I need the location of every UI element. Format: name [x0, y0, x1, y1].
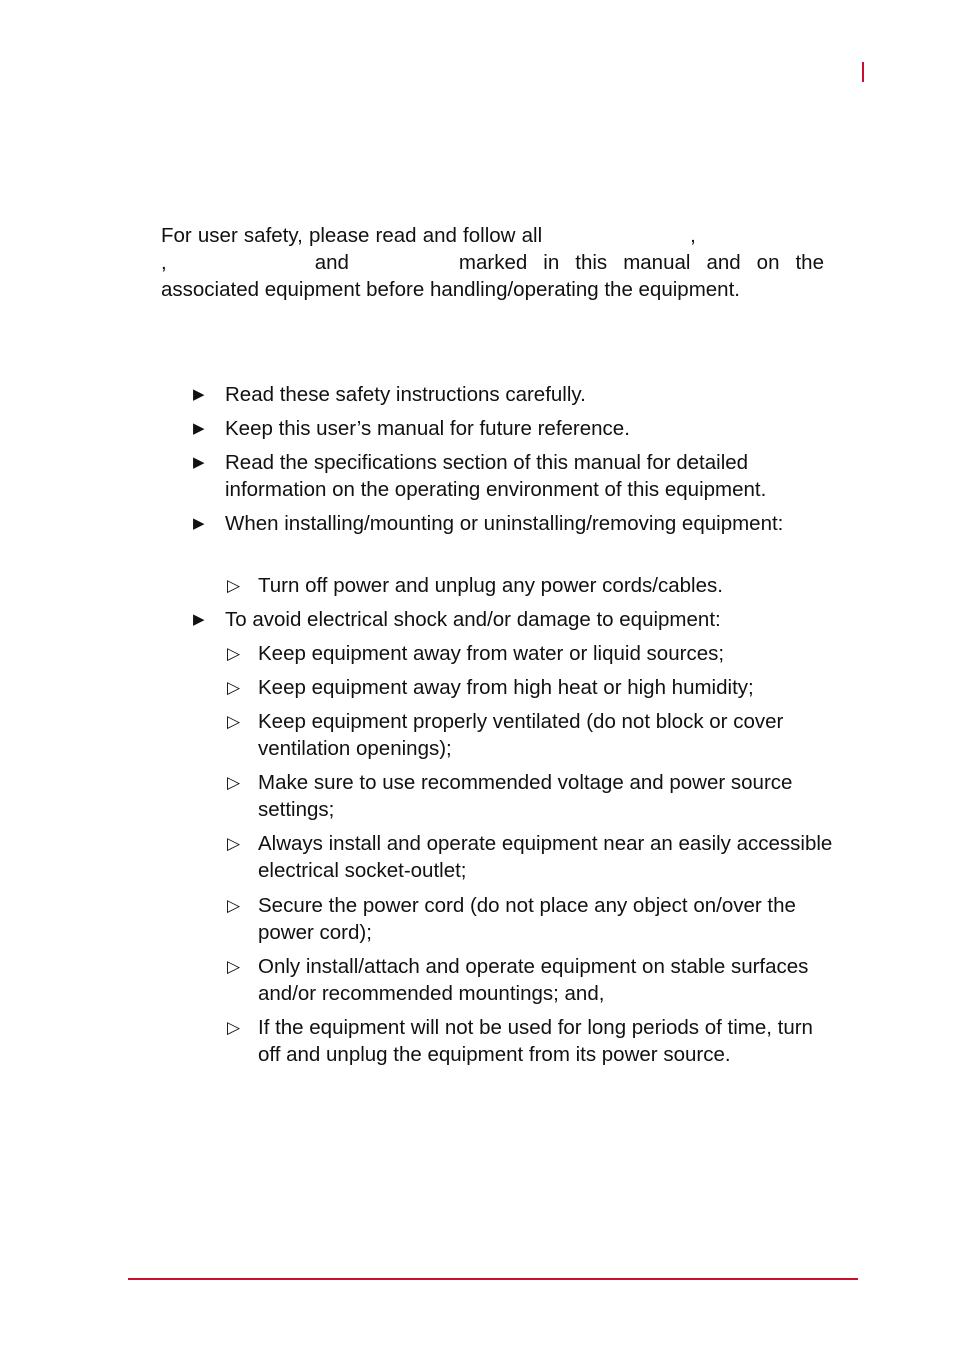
sub-bullet-icon: ▷: [227, 773, 241, 792]
sub-list-item: ▷ Only install/attach and operate equipment on stable surfaces and/or recommended mountings; and,: [227, 955, 809, 1005]
list-item: ▶ Read these safety instructions carefully.: [193, 383, 586, 406]
list-item: ▶ Read the specifications section of this manual for detailed information on the operating environment of this equipment.: [193, 451, 767, 501]
intro-text-4: and: [314, 251, 349, 274]
sub-bullet-icon: ▷: [227, 834, 241, 853]
sub-list-item: ▷ Turn off power and unplug any power cords/cables.: [227, 574, 723, 597]
list-item: ▶ To avoid electrical shock and/or damage to equipment:: [193, 608, 721, 631]
bullet-icon: ▶: [193, 611, 205, 628]
intro-text-1: For user safety, please read and follow all: [161, 224, 543, 247]
intro-text-2: ,: [690, 224, 696, 247]
sub-bullet-icon: ▷: [227, 644, 241, 663]
sub-bullet-icon: ▷: [227, 896, 241, 915]
sub-bullet-icon: ▷: [227, 678, 241, 697]
intro-text-5: marked in this manual and on the associated equipment before handling/operating the equipment.: [161, 251, 824, 301]
sub-list-item: ▷ Secure the power cord (do not place any object on/over the power cord);: [227, 894, 796, 944]
bullet-icon: ▶: [193, 515, 205, 532]
sub-list-item: ▷ Make sure to use recommended voltage and power source settings;: [227, 771, 793, 821]
header-accent-bar: [862, 62, 864, 82]
bullet-icon: ▶: [193, 454, 205, 471]
sub-list-item: ▷ Keep equipment away from high heat or high humidity;: [227, 676, 754, 699]
list-item: ▶ When installing/mounting or uninstalling/removing equipment:: [193, 512, 784, 535]
sub-bullet-icon: ▷: [227, 1018, 241, 1037]
footer-rule: [128, 1278, 858, 1280]
sub-bullet-icon: ▷: [227, 712, 241, 731]
bullet-icon: ▶: [193, 386, 205, 403]
sub-bullet-icon: ▷: [227, 576, 241, 595]
sub-list-item: ▷ Keep equipment away from water or liquid sources;: [227, 642, 725, 665]
sub-list-item: ▷ Always install and operate equipment near an easily accessible electrical socket-outlet;: [227, 832, 833, 882]
sub-list-item: ▷ If the equipment will not be used for long periods of time, turn off and unplug the equipment from its power source.: [227, 1016, 813, 1066]
intro-paragraph: [161, 222, 824, 303]
sub-bullet-icon: ▷: [227, 957, 241, 976]
list-item: ▶ Keep this user’s manual for future reference.: [193, 417, 630, 440]
bullet-icon: ▶: [193, 420, 205, 437]
intro-text-3: ,: [161, 251, 167, 274]
sub-list-item: ▷ Keep equipment properly ventilated (do not block or cover ventilation openings);: [227, 710, 784, 760]
